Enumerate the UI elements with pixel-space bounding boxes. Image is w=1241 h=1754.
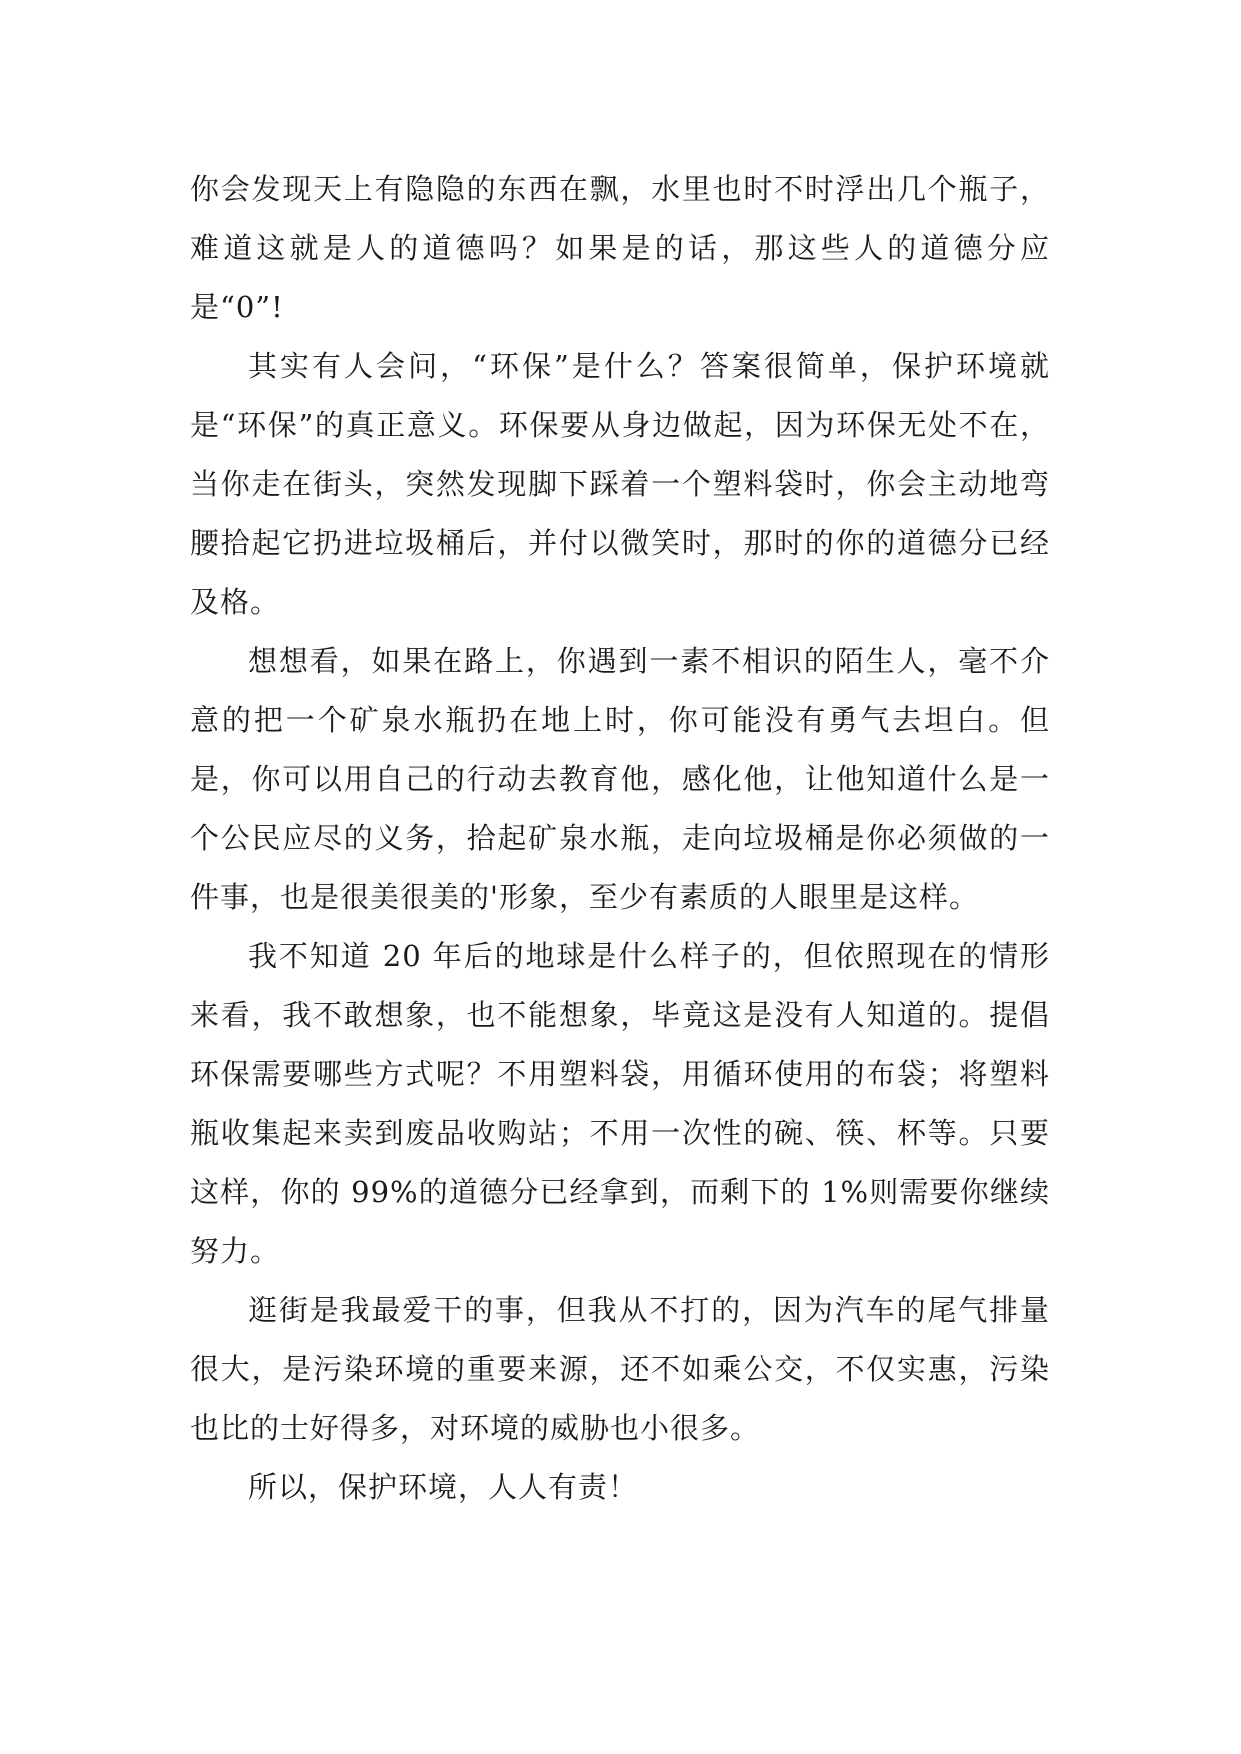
paragraph-3: 想想看，如果在路上，你遇到一素不相识的陌生人，毫不介意的把一个矿泉水瓶扔在地上时，你可能没有勇气去坦白。但是，你可以用自己的行动去教育他，感化他，让他知道什么是一个公民应尽的义务，拾起矿泉水瓶，走向垃圾桶是你必须做的一件事，也是很美很美的'形象，至少有素质的人眼里是这样。 <box>190 644 1050 914</box>
paragraph-1: 你会发现天上有隐隐的东西在飘，水里也时不时浮出几个瓶子，难道这就是人的道德吗？如果是的话，那这些人的道德分应是“0”! <box>190 172 1050 324</box>
paragraph-4: 我不知道 20 年后的地球是什么样子的，但依照现在的情形来看，我不敢想象，也不能想象，毕竟这是没有人知道的。提倡环保需要哪些方式呢？不用塑料袋，用循环使用的布袋；将塑料瓶收集起来卖到废品收购站；不用一次性的碗、筷、杯等。只要这样，你的 99%的道德分已经拿到，而剩下的 1%则需要你继续努力。 <box>190 939 1050 1268</box>
paragraph-6: 所以，保护环境，人人有责！ <box>248 1470 639 1504</box>
document-body <box>190 160 1050 1517</box>
paragraph-5: 逛街是我最爱干的事，但我从不打的，因为汽车的尾气排量很大，是污染环境的重要来源，还不如乘公交，不仅实惠，污染也比的士好得多，对环境的威胁也小很多。 <box>190 1293 1050 1445</box>
paragraph-2: 其实有人会问，“环保”是什么？答案很简单，保护环境就是“环保”的真正意义。环保要从身边做起，因为环保无处不在，当你走在街头，突然发现脚下踩着一个塑料袋时，你会主动地弯腰拾起它扔进垃圾桶后，并付以微笑时，那时的你的道德分已经及格。 <box>190 349 1050 619</box>
